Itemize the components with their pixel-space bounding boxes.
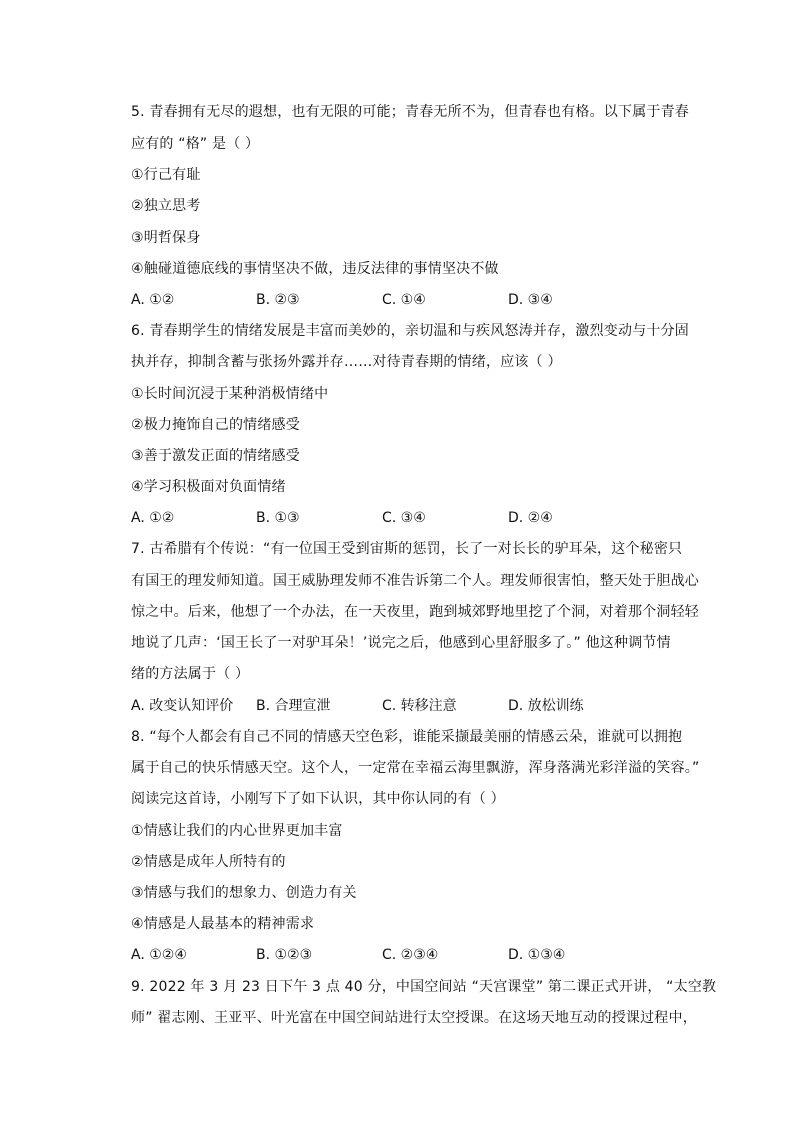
- q8-statement-1: ①情感让我们的内心世界更加丰富: [131, 823, 343, 839]
- q7-option-c[interactable]: C. 转移注意: [382, 698, 457, 714]
- q5-option-a[interactable]: A. ①②: [131, 292, 175, 308]
- q7-line-2: 有国王的理发师知道。国王威胁理发师不准告诉第二个人。理发师很害怕，整天处于胆战心: [131, 573, 699, 589]
- q6-line-2: 执并存，抑制含蓄与张扬外露并存……对待青春期的情绪，应该（ ）: [131, 354, 562, 370]
- q5-statement-2: ②独立思考: [131, 198, 201, 214]
- q9-line-2: 师” 翟志刚、王亚平、叶光富在中国空间站进行太空授课。在这场天地互动的授课过程中，: [131, 1010, 697, 1026]
- q5-line-1: 5. 青春拥有无尽的遐想，也有无限的可能；青春无所不为，但青春也有格。以下属于青春: [131, 104, 690, 120]
- q5-option-d[interactable]: D. ③④: [508, 292, 553, 308]
- q8-line-1: 8. “每个人都会有自己不同的情感天空色彩，谁能采撷最美丽的情感云朵，谁就可以拥抱: [131, 729, 683, 745]
- q6-statement-4: ④学习积极面对负面情绪: [131, 479, 286, 495]
- q7-option-d[interactable]: D. 放松训练: [508, 698, 584, 714]
- q8-option-d[interactable]: D. ①③④: [508, 947, 566, 963]
- q6-line-1: 6. 青春期学生的情绪发展是丰富而美妙的，亲切温和与疾风怒涛并存，激烈变动与十分固: [131, 323, 690, 339]
- q6-option-d[interactable]: D. ②④: [508, 510, 553, 526]
- q7-line-4: 地说了几声：‘国王长了一对驴耳朵！’说完之后，他感到心里舒服多了。” 他这种调节情: [131, 635, 671, 651]
- q8-line-2: 属于自己的快乐情感天空。这个人，一定常在幸福云海里飘游，浑身落满光彩洋溢的笑容。”: [131, 760, 700, 776]
- q5-statement-1: ①行己有耻: [131, 167, 201, 183]
- q5-option-c[interactable]: C. ①④: [382, 292, 426, 308]
- q6-option-a[interactable]: A. ①②: [131, 510, 175, 526]
- q5-statement-3: ③明哲保身: [131, 230, 201, 246]
- q7-line-3: 惊之中。后来，他想了一个办法，在一天夜里，跑到城郊野地里挖了个洞，对着那个洞轻轻: [131, 604, 699, 620]
- q6-statement-3: ③善于激发正面的情绪感受: [131, 448, 300, 464]
- q7-option-a[interactable]: A. 改变认知评价: [131, 698, 234, 714]
- q8-line-3: 阅读完这首诗，小刚写下了如下认识，其中你认同的有（ ）: [131, 791, 505, 807]
- q8-option-b[interactable]: B. ①②③: [256, 947, 313, 963]
- q8-option-a[interactable]: A. ①②④: [131, 947, 187, 963]
- q6-statement-1: ①长时间沉浸于某种消极情绪中: [131, 386, 329, 402]
- q6-option-b[interactable]: B. ①③: [256, 510, 300, 526]
- q7-line-5: 绪的方法属于（ ）: [131, 666, 250, 682]
- q7-line-1: 7. 古希腊有个传说：“有一位国王受到宙斯的惩罚，长了一对长长的驴耳朵，这个秘密只: [131, 541, 683, 557]
- q6-option-c[interactable]: C. ③④: [382, 510, 426, 526]
- q5-option-b[interactable]: B. ②③: [256, 292, 300, 308]
- q7-option-b[interactable]: B. 合理宣泄: [256, 698, 331, 714]
- q5-statement-4: ④触碰道德底线的事情坚决不做，违反法律的事情坚决不做: [131, 261, 499, 277]
- q9-line-1: 9. 2022 年 3 月 23 日下午 3 点 40 分，中国空间站 “天宫课堂” 第二课正式开讲， “太空教: [131, 979, 717, 995]
- q8-statement-2: ②情感是成年人所特有的: [131, 854, 286, 870]
- q8-option-c[interactable]: C. ②③④: [382, 947, 439, 963]
- q5-line-2: 应有的 “格” 是（ ）: [131, 136, 260, 152]
- q8-statement-3: ③情感与我们的想象力、创造力有关: [131, 885, 357, 901]
- q6-statement-2: ②极力掩饰自己的情绪感受: [131, 417, 300, 433]
- q8-statement-4: ④情感是人最基本的精神需求: [131, 916, 315, 932]
